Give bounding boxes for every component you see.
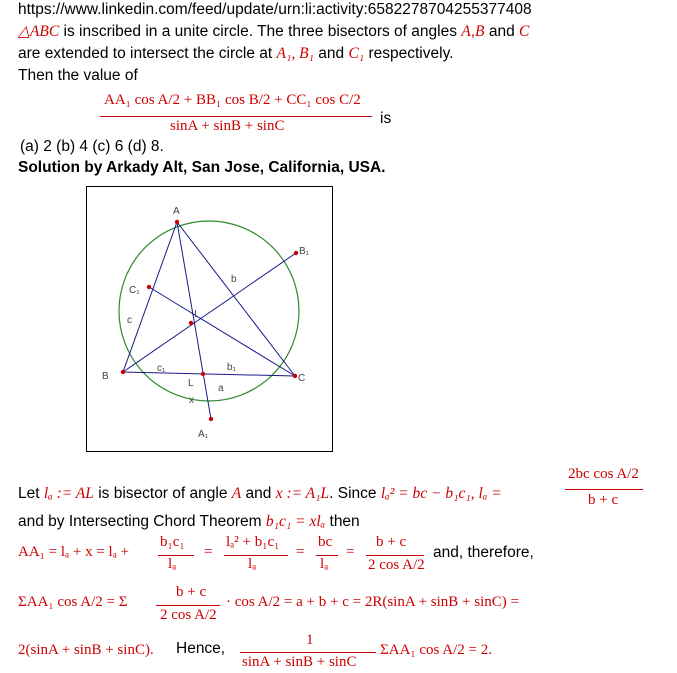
point-i <box>189 321 193 325</box>
side-ab <box>123 222 177 372</box>
la-frac-den: b + c <box>588 492 619 508</box>
bisector-c <box>149 287 295 376</box>
side-ac <box>177 222 295 376</box>
main-fraction-denominator: sinA + sinB + sinC <box>170 118 285 134</box>
proof-line-1 <box>18 484 502 504</box>
final-sum: 2(sinA + sinB + sinC). <box>18 642 154 658</box>
point-b <box>121 370 125 374</box>
point-l <box>201 372 205 376</box>
bisector-b <box>123 253 296 372</box>
angle-a-ref: A <box>231 485 242 502</box>
sum-frac-bar <box>156 605 220 606</box>
frac4-bar <box>366 555 424 556</box>
frac1-den: lₐ <box>168 556 177 572</box>
and-text-2: and <box>241 485 276 502</box>
bisector-a <box>177 222 211 419</box>
label-c: C <box>298 373 306 384</box>
and2-text: and <box>313 45 349 62</box>
frac2-den: lₐ <box>248 556 257 572</box>
point-c <box>293 374 297 378</box>
label-b1: B₁ <box>299 246 310 257</box>
problem-line-1 <box>18 22 529 42</box>
point-a <box>175 220 179 224</box>
label-a: A <box>173 206 180 217</box>
sum-eq-a: ΣAA₁ cos A/2 = Σ <box>18 594 128 610</box>
label-i: I <box>194 309 197 320</box>
aa1-eq: AA₁ = lₐ + x = lₐ + <box>18 544 130 560</box>
chord-eq: b₁c₁ = xlₐ <box>265 513 326 530</box>
sum-eq-b: · cos A/2 = a + b + c = 2R(sinA + sinB + sinC) = <box>226 594 519 610</box>
point-b1 <box>294 251 298 255</box>
then-text: then <box>325 513 360 530</box>
angle-a: A <box>461 23 471 40</box>
label-c-side: c <box>127 315 132 326</box>
point-c1 <box>147 285 151 289</box>
label-c1: C₁ <box>129 285 140 296</box>
label-a1: A₁ <box>198 429 209 440</box>
triangle-abc: △ABC <box>18 23 60 40</box>
respectively-text: respectively. <box>364 45 454 62</box>
solution-heading: Solution by Arkady Alt, San Jose, California, USA. <box>18 159 386 176</box>
line2-text: are extended to intersect the circle at <box>18 45 277 62</box>
final-frac-num: 1 <box>306 632 314 648</box>
angle-b: B <box>475 23 485 40</box>
la-frac-bar <box>565 489 643 490</box>
main-fraction-numerator: AA₁ cos A/2 + BB₁ cos B/2 + CC₁ cos C/2 <box>104 92 361 108</box>
eq2: = <box>296 544 305 560</box>
frac4-den: 2 cos A/2 <box>368 557 425 573</box>
final-frac-bar <box>240 652 376 653</box>
angle-c: C <box>519 23 530 40</box>
final-frac-den: sinA + sinB + sinC <box>242 654 357 670</box>
label-b1-seg: b₁ <box>227 362 236 373</box>
frac3-num: bc <box>318 534 333 550</box>
hence-text: Hence, <box>176 640 226 657</box>
let-text: Let <box>18 485 44 502</box>
bisector-text: is bisector of angle <box>93 485 232 502</box>
sum-frac-den: 2 cos A/2 <box>160 607 217 623</box>
label-x: x <box>189 395 194 406</box>
sum-frac-num: b + c <box>176 584 207 600</box>
final-result: ΣAA₁ cos A/2 = 2. <box>380 642 493 658</box>
la-frac-num: 2bc cos A/2 <box>568 466 639 482</box>
eq3: = <box>346 544 355 560</box>
la-def: lₐ := AL <box>43 485 94 502</box>
problem-line-3: Then the value of <box>18 67 138 84</box>
point-a1 <box>209 417 213 421</box>
figure-svg <box>87 187 332 451</box>
comma: , <box>470 23 476 40</box>
frac4-num: b + c <box>376 534 407 550</box>
since-text: . Since <box>329 485 381 502</box>
main-fraction-bar <box>100 116 372 117</box>
line1-text: is inscribed in a unite circle. The three bisectors of angles <box>59 23 462 40</box>
chord-text: and by Intersecting Chord Theorem <box>18 513 266 530</box>
label-a-side: a <box>218 383 224 394</box>
proof-line-2 <box>18 512 360 532</box>
la-squared: lₐ² = bc − b₁c₁, lₐ = <box>380 485 502 502</box>
and-text: and <box>484 23 519 40</box>
options: (a) 2 (b) 4 (c) 6 (d) 8. <box>20 138 164 155</box>
eq1: = <box>204 544 213 560</box>
label-c1-seg: c₁ <box>157 363 166 374</box>
problem-url: https://www.linkedin.com/feed/update/urn:li:activity:6582278704255377408 <box>18 1 532 18</box>
x-def: x := A₁L <box>275 485 330 502</box>
frac2-num: lₐ² + b₁c₁ <box>226 534 280 550</box>
frac1-num: b₁c₁ <box>160 534 185 550</box>
label-b-side: b <box>231 274 237 285</box>
frac3-den: lₐ <box>320 556 329 572</box>
geometry-figure <box>86 186 333 452</box>
label-b: B <box>102 371 109 382</box>
problem-line-2 <box>18 44 453 64</box>
side-bc <box>123 372 295 376</box>
points-a1-b1: A₁, B₁ <box>276 45 314 62</box>
is-text: is <box>380 110 392 127</box>
label-l: L <box>188 378 194 389</box>
therefore-text: and, therefore, <box>433 544 534 561</box>
point-c1: C₁ <box>348 45 365 62</box>
